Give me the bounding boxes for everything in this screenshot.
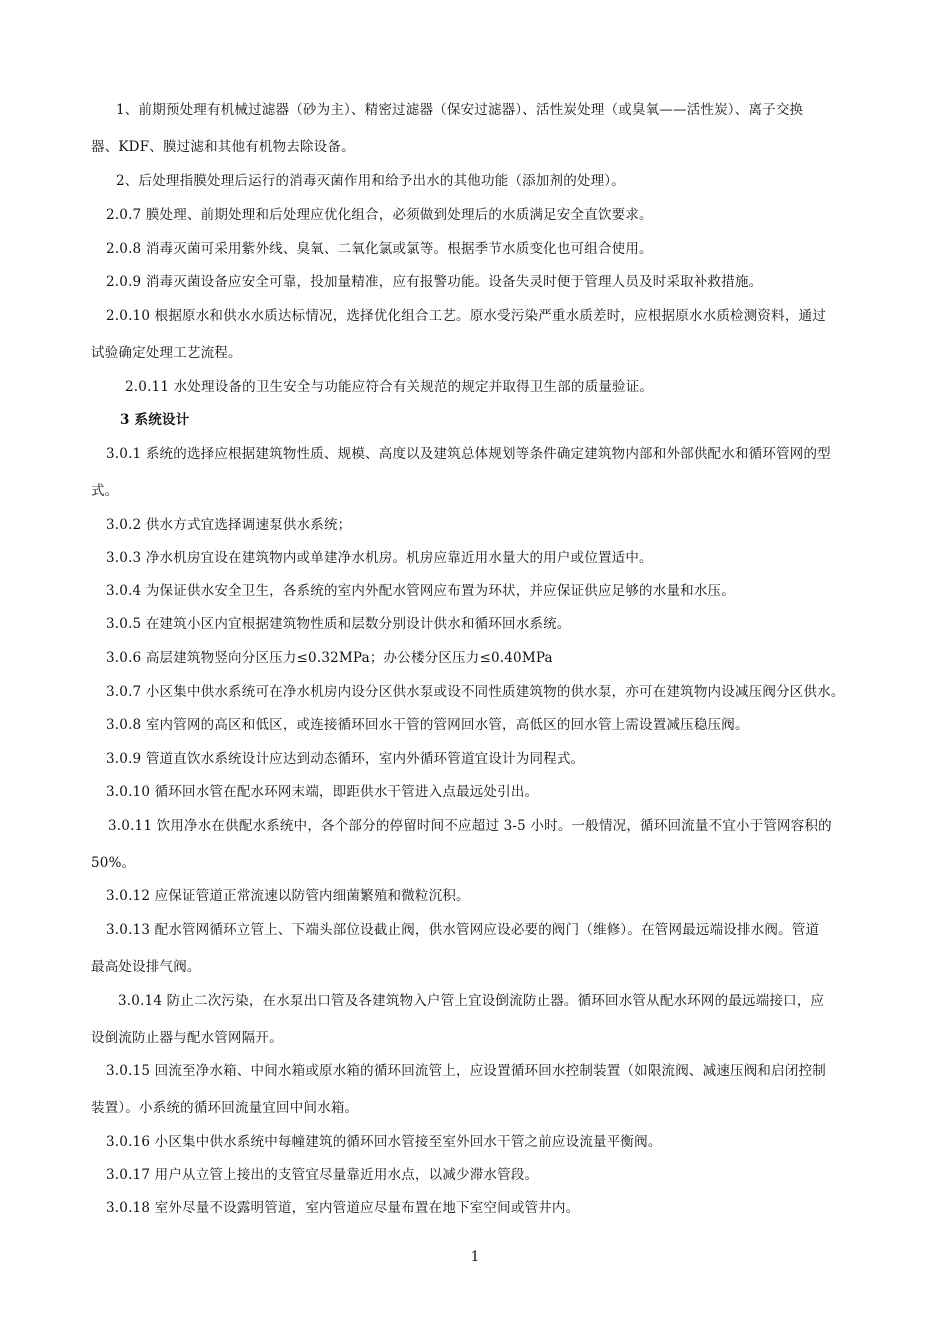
text-line: 器、KDF、膜过滤和其他有机物去除设备。 <box>91 139 355 155</box>
text-line: 3.0.18 室外尽量不设露明管道，室内管道应尽量布置在地下室空间或管井内。 <box>106 1200 580 1216</box>
text-line: 1、前期预处理有机械过滤器（砂为主）、精密过滤器（保安过滤器）、活性炭处理（或臭氧——活性炭）、离子交换 <box>116 102 804 118</box>
text-line: 50%。 <box>91 855 136 871</box>
text-line: 2.0.9 消毒灭菌设备应安全可靠，投加量精准，应有报警功能。设备失灵时便于管理人员及时采取补救措施。 <box>106 274 763 290</box>
text-line: 式。 <box>91 483 119 499</box>
text-line: 装置）。小系统的循环回流量宜回中间水箱。 <box>91 1100 359 1116</box>
text-line: 3.0.13 配水管网循环立管上、下端头部位设截止阀，供水管网应设必要的阀门（维修）。在管网最远端设排水阀。管道 <box>106 922 820 938</box>
text-line: 3.0.15 回流至净水箱、中间水箱或原水箱的循环回流管上，应设置循环回水控制装置（如限流阀、减速压阀和启闭控制 <box>106 1063 826 1079</box>
text-line: 3.0.5 在建筑小区内宜根据建筑物性质和层数分别设计供水和循环回水系统。 <box>106 616 571 632</box>
text-line: 3.0.10 循环回水管在配水环网末端，即距供水干管进入点最远处引出。 <box>106 784 539 800</box>
text-line: 2、后处理指膜处理后运行的消毒灭菌作用和给予出水的其他功能（添加剂的处理）。 <box>116 173 625 189</box>
text-line: 2.0.10 根据原水和供水水质达标情况，选择优化组合工艺。原水受污染严重水质差时，应根据原水水质检测资料，通过 <box>106 308 826 324</box>
text-line: 3.0.6 高层建筑物竖向分区压力≤0.32MPa；办公楼分区压力≤0.40MPa <box>106 650 553 666</box>
page-number: 1 <box>470 1249 480 1265</box>
text-line: 3.0.2 供水方式宜选择调速泵供水系统； <box>106 517 352 533</box>
text-line: 2.0.7 膜处理、前期处理和后处理应优化组合，必须做到处理后的水质满足安全直饮要求。 <box>106 207 653 223</box>
text-line: 2.0.8 消毒灭菌可采用紫外线、臭氧、二氧化氯或氯等。根据季节水质变化也可组合使用。 <box>106 241 653 257</box>
text-line: 3.0.17 用户从立管上接出的支管宜尽量靠近用水点，以减少滞水管段。 <box>106 1167 539 1183</box>
section-heading: 3 系统设计 <box>120 412 190 428</box>
text-line: 试验确定处理工艺流程。 <box>91 345 242 361</box>
text-line: 3.0.7 小区集中供水系统可在净水机房内设分区供水泵或设不同性质建筑物的供水泵，亦可在建筑物内设减压阀分区供水。 <box>106 684 845 700</box>
text-line: 3.0.3 净水机房宜设在建筑物内或单建净水机房。机房应靠近用水量大的用户或位置适中。 <box>106 550 653 566</box>
text-line: 3.0.9 管道直饮水系统设计应达到动态循环，室内外循环管道宜设计为同程式。 <box>106 751 585 767</box>
text-line: 设倒流防止器与配水管网隔开。 <box>91 1030 283 1046</box>
text-line: 3.0.16 小区集中供水系统中每幢建筑的循环回水管接至室外回水干管之前应设流量平衡阀。 <box>106 1134 662 1150</box>
text-line: 3.0.11 饮用净水在供配水系统中，各个部分的停留时间不应超过 3-5 小时。一般情况，循环回流量不宜小于管网容积的 <box>108 818 832 834</box>
text-line: 2.0.11 水处理设备的卫生安全与功能应符合有关规范的规定并取得卫生部的质量验证。 <box>125 379 654 395</box>
text-line: 3.0.12 应保证管道正常流速以防管内细菌繁殖和微粒沉积。 <box>106 888 470 904</box>
text-line: 3.0.1 系统的选择应根据建筑物性质、规模、高度以及建筑总体规划等条件确定建筑物内部和外部供配水和循环管网的型 <box>106 446 831 462</box>
text-line: 最高处设排气阀。 <box>91 959 201 975</box>
text-line: 3.0.8 室内管网的高区和低区，或连接循环回水干管的管网回水管，高低区的回水管上需设置减压稳压阀。 <box>106 717 749 733</box>
text-line: 3.0.14 防止二次污染，在水泵出口管及各建筑物入户管上宜设倒流防止器。循环回水管从配水环网的最远端接口，应 <box>118 993 825 1009</box>
text-line: 3.0.4 为保证供水安全卫生，各系统的室内外配水管网应布置为环状，并应保证供应足够的水量和水压。 <box>106 583 735 599</box>
